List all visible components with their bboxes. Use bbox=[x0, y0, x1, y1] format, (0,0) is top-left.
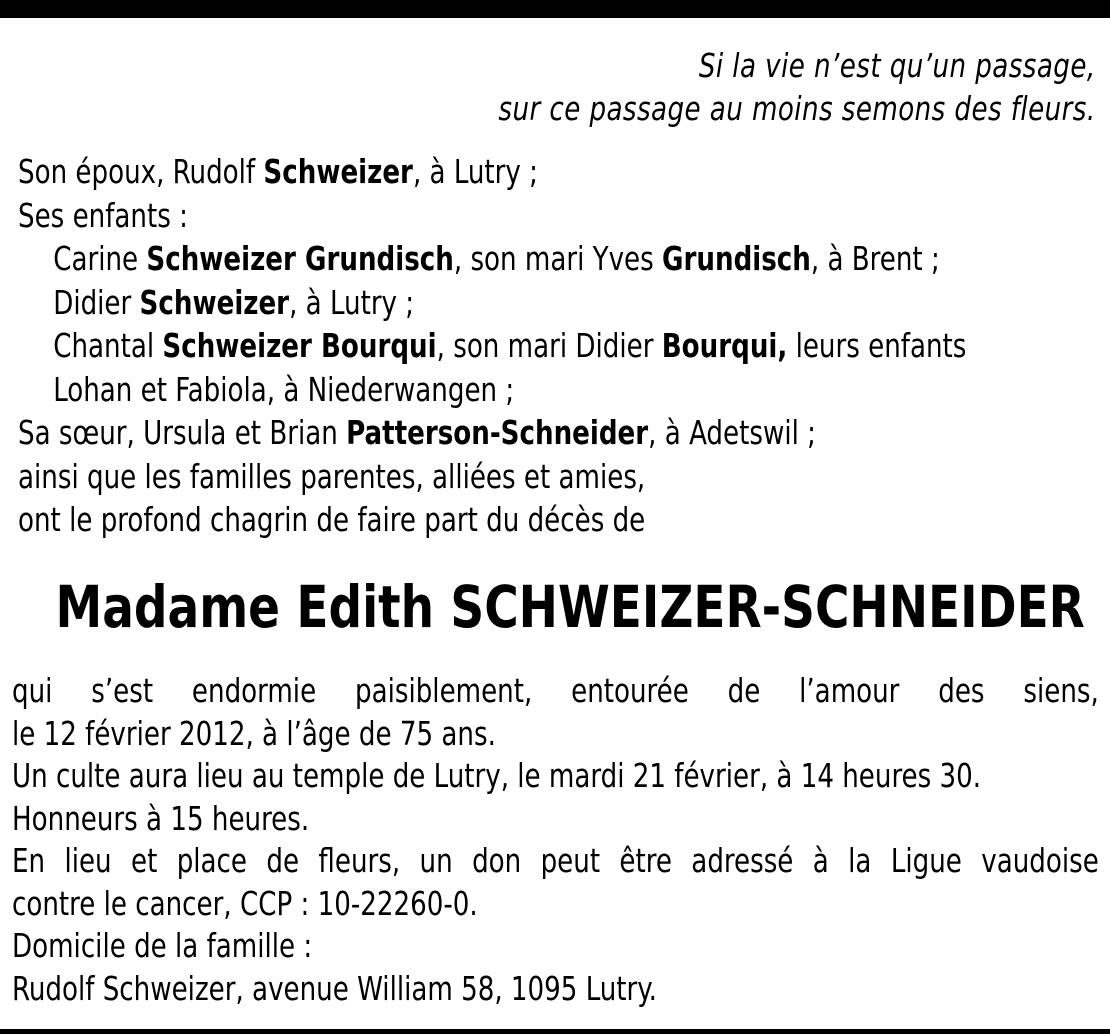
announcement-line: ont le profond chagrin de faire part du décès de bbox=[18, 500, 646, 539]
children-heading: Ses enfants : bbox=[18, 195, 188, 235]
sister-suffix: , à Adetswil ; bbox=[648, 413, 816, 452]
spouse-suffix: , à Lutry ; bbox=[412, 152, 538, 191]
child-2-surname: Schweizer bbox=[139, 282, 290, 322]
sister-prefix: Sa sœur, Ursula et Brian bbox=[18, 413, 347, 452]
child-3-surname: Schweizer Bourqui bbox=[162, 326, 437, 365]
child-2-prefix: Didier bbox=[53, 282, 140, 322]
family-announcement bbox=[18, 150, 966, 542]
bottom-border-rule bbox=[0, 1029, 1110, 1034]
details-line-1: qui s’est endormie paisiblement, entourée de l’amour des siens, bbox=[12, 671, 1099, 710]
child-3-line bbox=[18, 324, 966, 368]
epigraph-quote bbox=[499, 44, 1096, 130]
spouse-line bbox=[18, 150, 966, 194]
details-line-6: contre le cancer, CCP : 10-22260-0. bbox=[12, 883, 478, 923]
child-1-spouse-surname: Grundisch bbox=[662, 239, 811, 278]
deceased-name-heading: Madame Edith SCHWEIZER-SCHNEIDER bbox=[55, 573, 1085, 641]
details-line-7: Domicile de la famille : bbox=[12, 926, 313, 965]
child-1-line bbox=[18, 237, 966, 281]
details-line-5: En lieu et place de fleurs, un don peut être adressé à la Ligue vaudoise bbox=[12, 841, 1099, 880]
child-3-spouse-surname: Bourqui, bbox=[661, 326, 788, 365]
child-1-surname: Schweizer Grundisch bbox=[146, 239, 454, 278]
child-3-mid: , son mari Didier bbox=[436, 326, 662, 365]
sister-line bbox=[18, 411, 966, 455]
details-line-8: Rudolf Schweizer, avenue William 58, 1095 Lutry. bbox=[12, 968, 657, 1008]
top-border-rule bbox=[0, 0, 1110, 18]
child-2-suffix: , à Lutry ; bbox=[289, 282, 415, 322]
spouse-surname: Schweizer bbox=[263, 152, 413, 191]
spouse-prefix: Son époux, Rudolf bbox=[18, 152, 264, 191]
sister-surname: Patterson-Schneider bbox=[346, 413, 649, 452]
child-1-mid: , son mari Yves bbox=[453, 239, 663, 278]
child-3-suffix: leurs enfants bbox=[787, 326, 967, 365]
details-line-2: le 12 février 2012, à l’âge de 75 ans. bbox=[12, 713, 496, 753]
child-3-continuation: Lohan et Fabiola, à Niederwangen ; bbox=[53, 369, 515, 409]
epigraph-line-2: sur ce passage au moins semons des fleurs. bbox=[498, 89, 1096, 128]
child-1-suffix: , à Brent ; bbox=[810, 239, 940, 278]
child-2-line bbox=[18, 281, 966, 325]
details-line-4: Honneurs à 15 heures. bbox=[12, 798, 310, 838]
child-1-prefix: Carine bbox=[53, 239, 147, 278]
epigraph-line-1: Si la vie n’est qu’un passage, bbox=[699, 46, 1096, 85]
details-line-3: Un culte aura lieu au temple de Lutry, le mardi 21 février, à 14 heures 30. bbox=[12, 756, 982, 795]
relatives-line: ainsi que les familles parentes, alliées et amies, bbox=[18, 456, 646, 496]
funeral-details bbox=[12, 670, 1099, 1010]
child-3-prefix: Chantal bbox=[53, 326, 163, 365]
